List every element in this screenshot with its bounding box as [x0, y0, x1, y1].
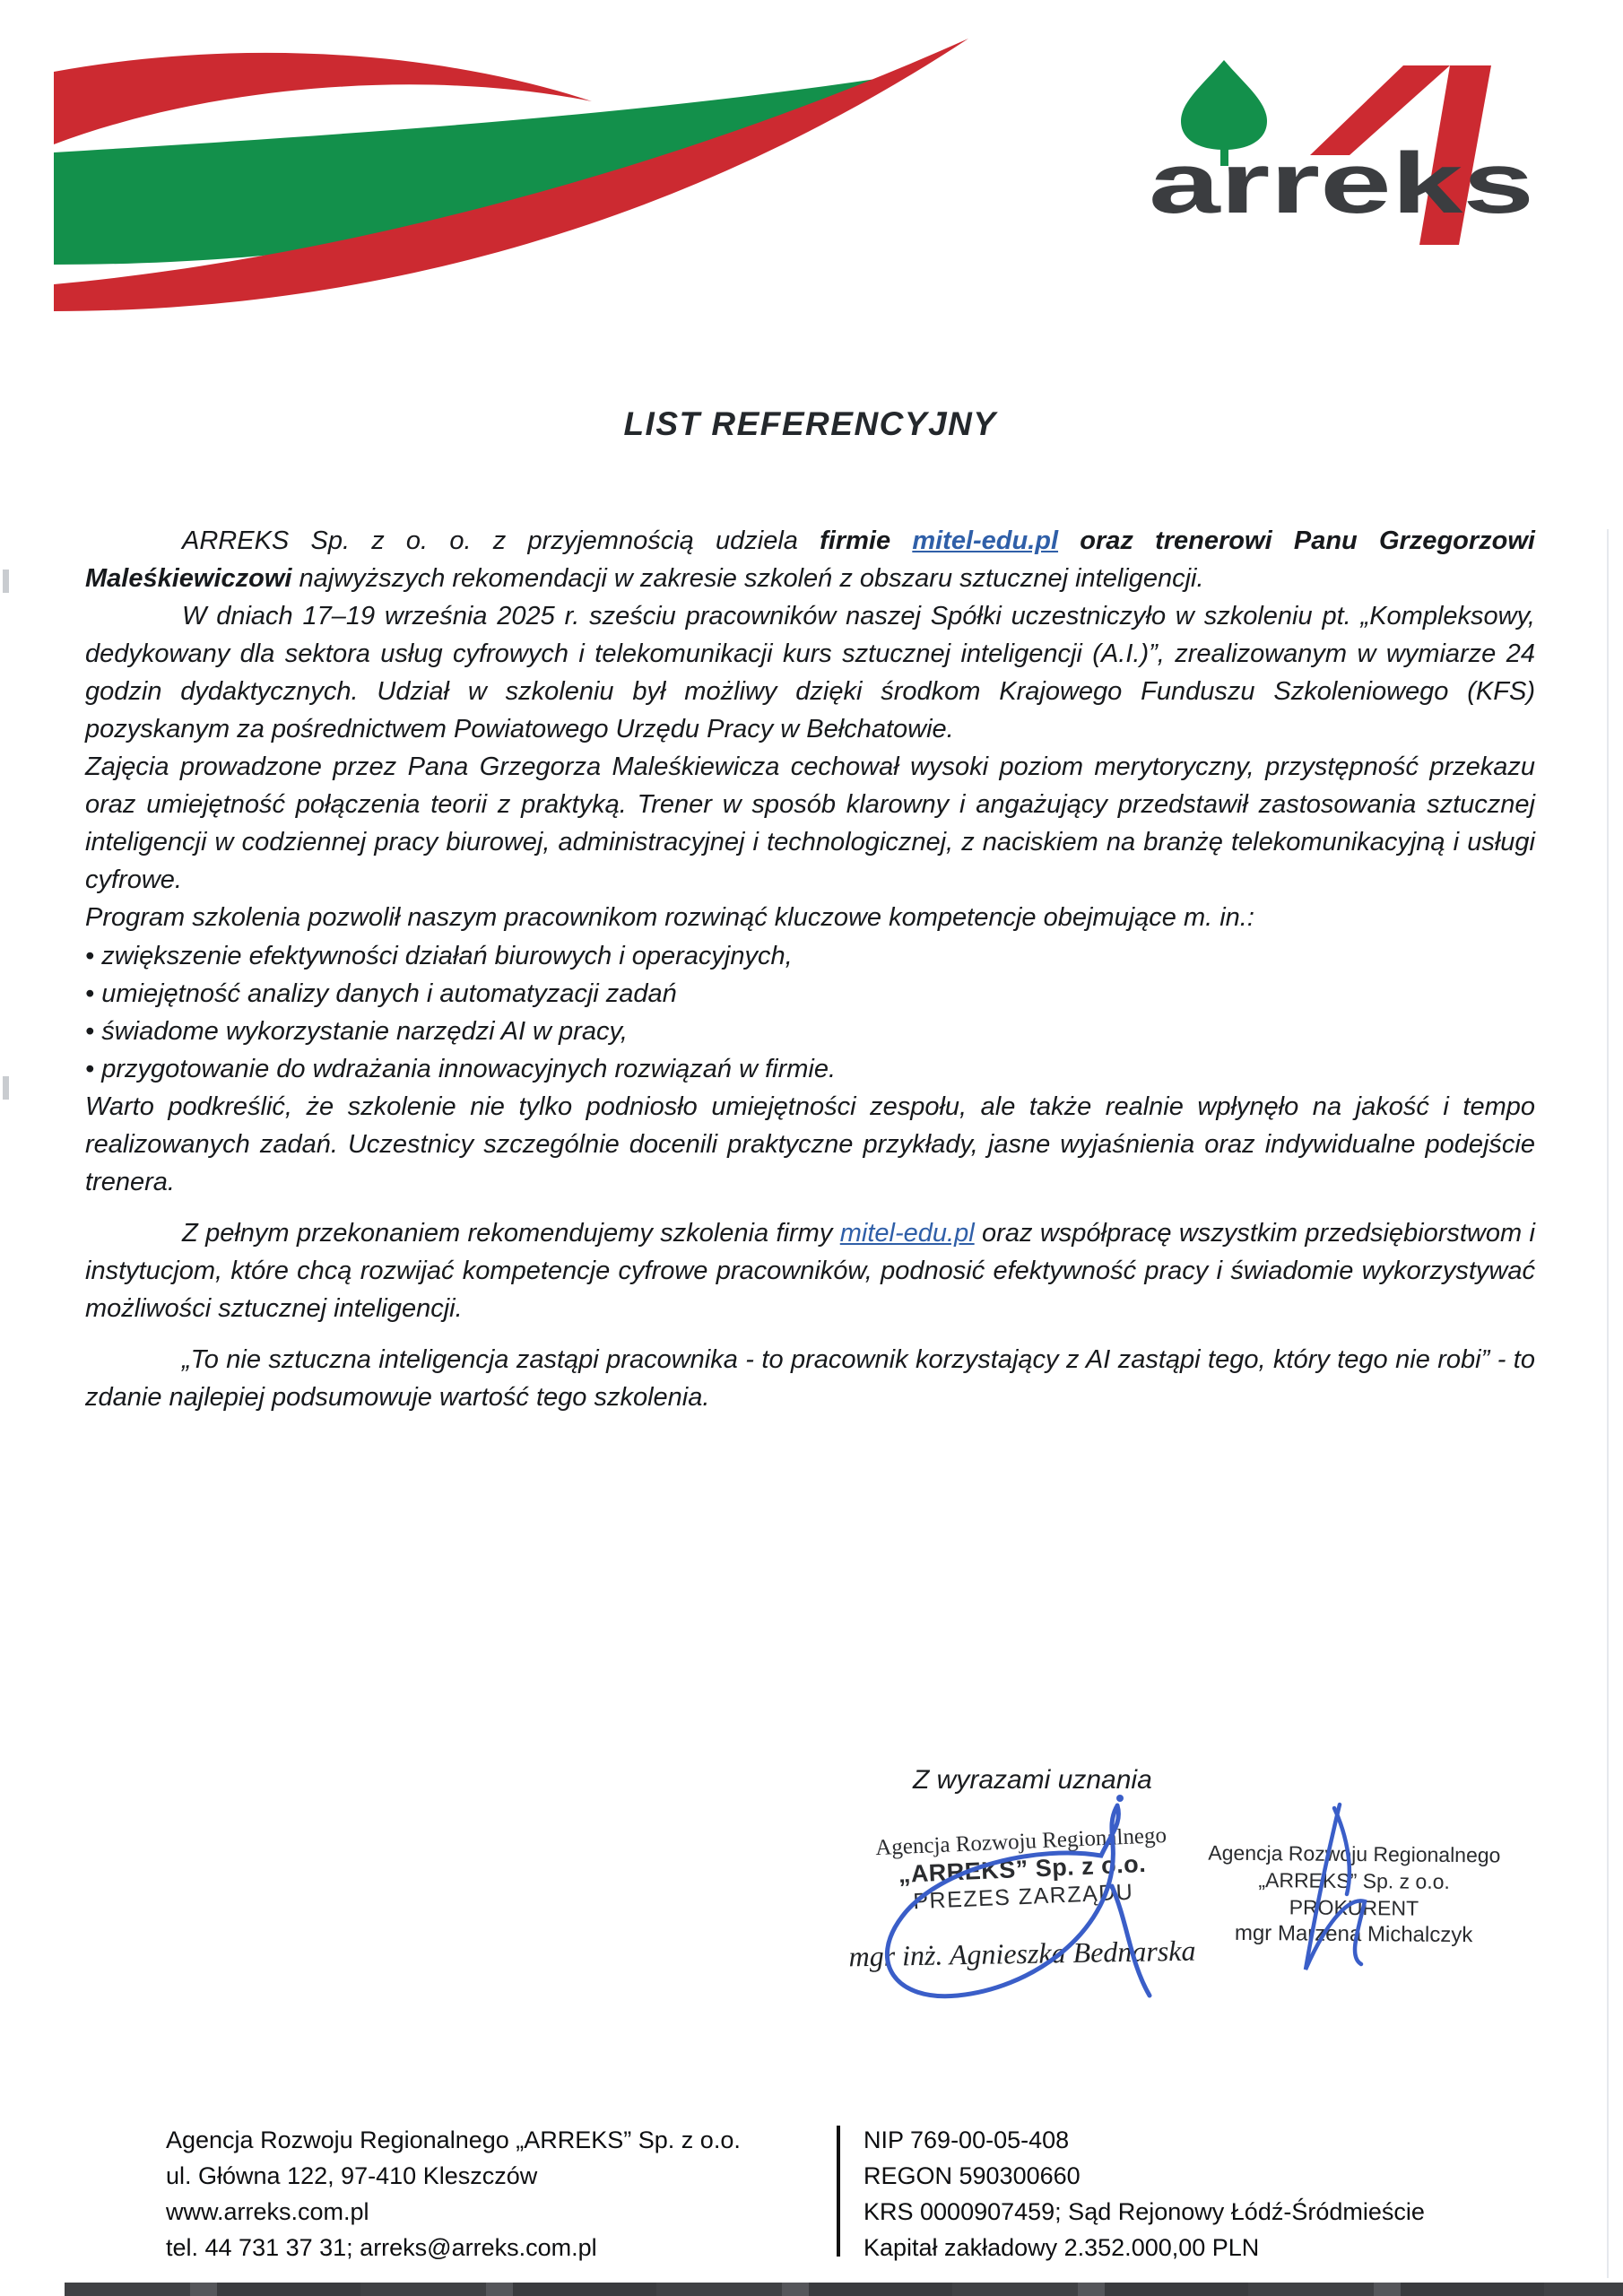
stamp-org-line: Agencja Rozwoju Regionalnego — [1208, 1840, 1501, 1867]
footer-registration-details — [864, 2122, 1425, 2266]
footer-divider — [837, 2126, 840, 2257]
mitel-edu-link[interactable]: mitel-edu.pl — [839, 1218, 975, 1248]
paragraph-text: Z pełnym przekonaniem rekomendujemy szkolenia firmy — [182, 1218, 840, 1248]
paragraph-training-details: W dniach 17–19 września 2025 r. sześciu pracowników naszej Spółki uczestniczyło w szkoleniu pt. „Kompleksowy, dedykowany dla sektora usług cyfrowych i telekomunikacji kurs sztucznej inteligencji (A.I.)”, zrealizowanym w wymiarze 24 godzin dydaktycznych. Udział w szkoleniu był możliwy dzięki środkom Krajowego Funduszu Szkoleniowego (KFS) pozyskanym za pośrednictwem Powiatowego Urzędu Pracy w Bełchatowie. — [85, 602, 1535, 744]
scan-edge-line — [1607, 529, 1609, 2278]
arreks-logo — [1134, 49, 1547, 256]
footer-contact: tel. 44 731 37 31; arreks@arreks.com.pl — [166, 2234, 597, 2261]
footer-line: ul. Główna 122, 97-410 Kleszczów — [166, 2162, 538, 2189]
logo-wordmark: arreks — [1149, 135, 1534, 231]
stamp-company-line: „ARREKS” Sp. z o.o. — [1258, 1868, 1450, 1893]
paragraph-intro — [85, 522, 1535, 597]
letter-body — [85, 522, 1535, 1416]
paragraph-trainer-quality: Zajęcia prowadzone przez Pana Grzegorza Maleśkiewicza cechował wysoki poziom merytoryczny, przystępność przekazu oraz umiejętność połączenia teorii z praktyką. Trener w sposób klarowny i angażujący przedstawił zastosowania sztucznej inteligencji w codziennej pracy biurowej, administracyjnej i technologicznej, z naciskiem na branżę telekomunikacyjną i usługi cyfrowe. — [85, 752, 1535, 895]
stamp-prokurent — [1205, 1839, 1502, 1950]
stamp-company-line: „ARREKS” Sp. z o.o. — [898, 1849, 1147, 1889]
signatory-name-prokurent: mgr Marzena Michalczyk — [1234, 1920, 1473, 1948]
list-item: • zwiększenie efektywności działań biurowych i operacyjnych, — [85, 937, 1535, 975]
trainer-name-bold: oraz trenerowi Panu Grzegorzowi Maleśkiewiczowi — [85, 526, 1535, 594]
signatory-name-president: mgr inż. Agnieszka Bednarska — [848, 1934, 1196, 1973]
bold-text: firmie — [820, 526, 913, 555]
paragraph-text: najwyższych rekomendacji w zakresie szkoleń z obszaru sztucznej inteligencji. — [291, 564, 1204, 594]
footer-line: REGON 590300660 — [864, 2162, 1081, 2189]
footer-line: Kapitał zakładowy 2.352.000,00 PLN — [864, 2234, 1260, 2261]
stamp-president — [832, 1822, 1212, 1918]
competency-list — [85, 937, 1535, 1088]
paragraph-quote: „To nie sztuczna inteligencja zastąpi pracownika - to pracownik korzystający z AI zastąpi tego, który tego nie robi” - to zdanie najlepiej podsumowuje wartość tego szkolenia. — [85, 1344, 1535, 1413]
page-title: LIST REFERENCYJNY — [623, 405, 997, 442]
paragraph-recommendation — [85, 1214, 1535, 1327]
scan-tick-mark — [3, 570, 9, 593]
paragraph-program-lead: Program szkolenia pozwolił naszym pracownikom rozwinąć kluczowe kompetencje obejmujące m. in.: — [85, 903, 1254, 933]
paragraph-text: ARREKS Sp. z o. o. z przyjemnością udziela — [182, 526, 820, 555]
closing-salutation: Z wyrazami uznania — [913, 1765, 1152, 1795]
stamp-org-line: Agencja Rozwoju Regionalnego — [874, 1822, 1167, 1861]
list-item: • przygotowanie do wdrażania innowacyjnych rozwiązań w firmie. — [85, 1050, 1535, 1088]
footer-line: KRS 0000907459; Sąd Rejonowy Łódź-Śródmieście — [864, 2198, 1425, 2225]
scan-bottom-strip — [65, 2283, 1623, 2296]
header-swoosh-graphic — [49, 31, 973, 318]
paragraph-text: oraz współpracę wszystkim przedsiębiorstwom i instytucjom, które chcą rozwijać kompetencje cyfrowe pracowników, podnosić efektywność pracy i świadomie wykorzystywać możliwości sztucznej inteligencji. — [85, 1218, 1535, 1323]
stamp-role-line: PROKURENT — [1289, 1895, 1419, 1920]
paragraph-impact: Warto podkreślić, że szkolenie nie tylko podniosło umiejętności zespołu, ale także realnie wpłynęło na jakość i tempo realizowanych zadań. Uczestnicy szczególnie docenili praktyczne przykłady, jasne wyjaśnienia oraz indywidualne podejście trenera. — [85, 1091, 1535, 1196]
scan-tick-mark — [3, 1076, 9, 1100]
mitel-edu-link[interactable]: mitel-edu.pl — [912, 526, 1059, 555]
footer-website[interactable]: www.arreks.com.pl — [166, 2198, 369, 2225]
footer-line: NIP 769-00-05-408 — [864, 2126, 1070, 2153]
list-item: • świadome wykorzystanie narzędzi AI w pracy, — [85, 1013, 1535, 1050]
stamp-role-line: PREZES ZARZĄDU — [912, 1879, 1134, 1915]
footer-company-details — [166, 2122, 741, 2266]
list-item: • umiejętność analizy danych i automatyzacji zadań — [85, 975, 1535, 1013]
footer-line: Agencja Rozwoju Regionalnego „ARREKS” Sp. z o.o. — [166, 2126, 741, 2153]
